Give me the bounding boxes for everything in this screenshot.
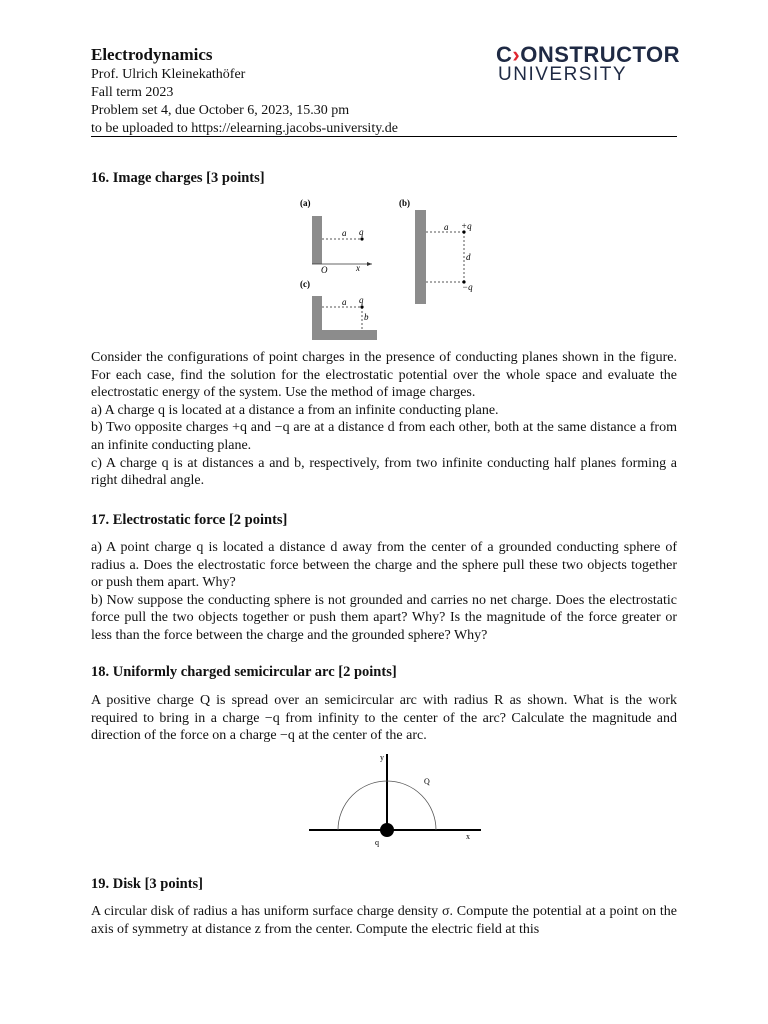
svg-text:x: x: [356, 263, 360, 273]
problem-18-body: [91, 692, 677, 745]
svg-text:+q: +q: [461, 221, 472, 231]
svg-text:a: a: [342, 297, 347, 307]
svg-text:y: y: [380, 753, 384, 762]
paragraph: A circular disk of radius a has uniform surface charge density σ. Compute the potential at a point on the axis of symmetry at distance z from the center. Compute the electric field at this: [91, 904, 677, 937]
logo-c: C: [496, 42, 513, 67]
problem-16-body: [91, 349, 677, 490]
image-charges-figure: [292, 194, 482, 344]
paragraph: b) Now suppose the conducting sphere is not grounded and carries no net charge. Does the electrostatic force pull the two objects together or push them apart? Why? Is the magnitude of the force greater or less than the force between the charge and the grounded sphere? Why?: [91, 592, 677, 643]
plane-a: [312, 216, 322, 264]
upload-info: to be uploaded to https://elearning.jacobs-university.de: [91, 121, 399, 136]
label-a: (a): [300, 198, 311, 208]
svg-text:a: a: [444, 222, 449, 232]
paragraph: b) Two opposite charges +q and −q are at a distance d from each other, both at the same distance a from an infinite conducting plane.: [91, 420, 677, 453]
paragraph: c) A charge q is at distances a and b, respectively, from two infinite conducting half planes forming a right dihedral angle.: [91, 455, 677, 489]
svg-text:q: q: [375, 838, 379, 847]
svg-text:d: d: [466, 252, 471, 262]
problem-18-title: 18. Uniformly charged semicircular arc [2 points]: [91, 664, 397, 680]
svg-text:q: q: [359, 227, 364, 237]
svg-text:a: a: [342, 228, 347, 238]
svg-text:b: b: [364, 312, 369, 322]
problem-16-title: 16. Image charges [3 points]: [91, 170, 265, 186]
svg-text:x: x: [466, 832, 470, 841]
svg-text:Q: Q: [424, 777, 430, 786]
paragraph: Consider the configurations of point charges in the presence of conducting planes shown in the figure. For each case, find the solution for the electrostatic potential over the whole space and evaluate the electrostatic energy of the system. Use the method of image charges.: [91, 350, 677, 401]
course-title: Electrodynamics: [91, 45, 213, 64]
center-charge: [380, 823, 394, 837]
paragraph: A positive charge Q is spread over an semicircular arc with radius R as shown. What is the work required to bring in a charge −q from infinity to the center of the arc? Calculate the magnitude and direction of the force on a charge −q at the center of the arc.: [91, 693, 677, 744]
plane-b: [415, 210, 426, 304]
charge-a: [360, 237, 363, 240]
university-logo: [496, 42, 682, 86]
label-c: (c): [300, 279, 310, 289]
logo-accent: ›: [512, 42, 521, 67]
paragraph: a) A point charge q is located a distance d away from the center of a grounded conducting sphere of radius a. Does the electrostatic force between the charge and the sphere pull these two objects together or push them apart. Why?: [91, 540, 677, 591]
plane-c-horizontal: [312, 330, 377, 340]
label-b: (b): [399, 198, 410, 208]
semicircular-arc-figure: [305, 748, 485, 848]
problem-set-info: Problem set 4, due October 6, 2023, 15.30 pm: [91, 103, 350, 118]
problem-19-title: 19. Disk [3 points]: [91, 876, 203, 892]
svg-text:O: O: [321, 265, 328, 275]
problem-17-body: [91, 539, 677, 645]
problem-17-title: 17. Electrostatic force [2 points]: [91, 512, 288, 528]
logo-university: UNIVERSITY: [498, 64, 628, 85]
logo-constructor: ONSTRUCTOR: [520, 42, 681, 67]
term: Fall term 2023: [91, 85, 174, 100]
charge-c: [360, 305, 363, 308]
svg-text:−q: −q: [462, 282, 473, 292]
problem-19-body: [91, 903, 677, 938]
professor-name: Prof. Ulrich Kleinekathöfer: [91, 67, 246, 82]
paragraph: a) A charge q is located at a distance a from an infinite conducting plane.: [91, 402, 499, 418]
svg-text:q: q: [359, 295, 364, 305]
header-rule: [91, 136, 677, 137]
